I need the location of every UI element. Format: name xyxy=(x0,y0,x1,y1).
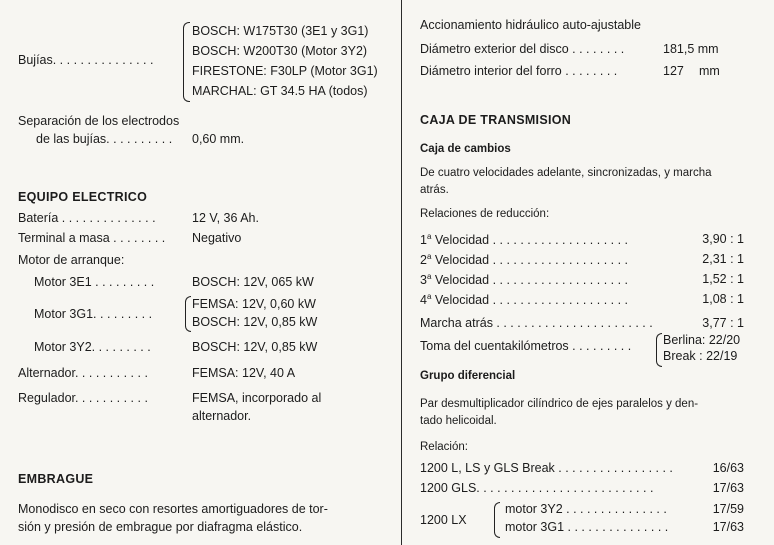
bujias-option-3: FIRESTONE: F30LP (Motor 3G1) xyxy=(192,64,378,78)
relacion-lx-brace xyxy=(494,502,500,538)
regulador-value-1: FEMSA, incorporado al xyxy=(192,391,322,405)
grupo-diferencial-subheading: Grupo diferencial xyxy=(420,370,516,382)
alternador-label: Alternador. . . . . . . . . . . xyxy=(18,366,148,380)
relacion-row-1-value: 16/63 xyxy=(712,461,744,475)
motor-3g1-label: Motor 3G1. . . . . . . . . xyxy=(34,307,153,321)
embrague-line1: Monodisco en seco con resortes amortiguadores de tor- xyxy=(18,502,328,516)
bujias-option-4: MARCHAL: GT 34.5 HA (todos) xyxy=(192,84,368,98)
relacion-row-2-label: 1200 GLS. . . . . . . . . . . . . . . . . . . . . . . . . . xyxy=(420,481,654,495)
motor-3y2-label: Motor 3Y2. . . . . . . . . xyxy=(34,340,151,354)
motor-3y2-value: BOSCH: 12V, 0,85 kW xyxy=(192,340,318,354)
velocidad-row-1: 1$^a$ Velocidad . . . . . . . . . . . . . . . . . . . . xyxy=(420,232,629,248)
embrague-line2: sión y presión de embrague por diafragma elástico. xyxy=(18,520,303,534)
motor-3g1-brace xyxy=(185,296,191,332)
velocidad-1-value: 3,90 : 1 xyxy=(702,232,744,246)
alternador-value: FEMSA: 12V, 40 A xyxy=(192,366,296,380)
relacion-row-3-label: 1200 LX xyxy=(420,513,467,527)
caja-heading: CAJA DE TRANSMISION xyxy=(420,113,572,127)
relacion-3g1-label: motor 3G1 . . . . . . . . . . . . . . . xyxy=(505,520,669,534)
toma-brace xyxy=(656,333,662,367)
motor-3g1-value-2: BOSCH: 12V, 0,85 kW xyxy=(192,315,318,329)
equipo-heading: EQUIPO ELECTRICO xyxy=(18,190,148,204)
cambios-line1: De cuatro velocidades adelante, sincronizadas, y marcha xyxy=(420,167,712,179)
embrague-heading: EMBRAGUE xyxy=(18,472,94,486)
velocidad-row-2: 2$^a$ Velocidad . . . . . . . . . . . . . . . . . . . . xyxy=(420,252,629,268)
bateria-label: Batería . . . . . . . . . . . . . . xyxy=(18,211,156,225)
regulador-label: Regulador. . . . . . . . . . . xyxy=(18,391,148,405)
separacion-line2: de las bujías. . . . . . . . . . xyxy=(36,132,173,146)
motor-arranque-label: Motor de arranque: xyxy=(18,253,125,267)
bujias-brace xyxy=(183,22,190,102)
diametro-interior-value: 127 xyxy=(663,64,684,78)
column-divider xyxy=(401,0,402,545)
velocidad-4-value: 1,08 : 1 xyxy=(702,292,744,306)
velocidad-3-value: 1,52 : 1 xyxy=(702,272,744,286)
bujias-option-1: BOSCH: W175T30 (3E1 y 3G1) xyxy=(192,24,369,38)
relacion-label: Relación: xyxy=(420,441,468,453)
par-line1: Par desmultiplicador cilíndrico de ejes paralelos y den- xyxy=(420,398,699,410)
separacion-line1: Separación de los electrodos xyxy=(18,114,180,128)
toma-berlina: Berlina: 22/20 xyxy=(663,333,741,347)
motor-3e1-label: Motor 3E1 . . . . . . . . . xyxy=(34,275,155,289)
caja-cambios-subheading: Caja de cambios xyxy=(420,143,511,155)
toma-break: Break : 22/19 xyxy=(663,349,738,363)
diametro-interior-unit: mm xyxy=(699,64,720,78)
velocidad-row-4: 4$^a$ Velocidad . . . . . . . . . . . . . . . . . . . . xyxy=(420,292,629,308)
velocidad-2-value: 2,31 : 1 xyxy=(702,252,744,266)
relacion-row-1-label: 1200 L, LS y GLS Break . . . . . . . . . . . . . . . . . xyxy=(420,461,673,475)
terminal-value: Negativo xyxy=(192,231,242,245)
relacion-3y2-label: motor 3Y2 . . . . . . . . . . . . . . . xyxy=(505,502,667,516)
toma-label: Toma del cuentakilómetros . . . . . . . . . xyxy=(420,339,632,353)
relacion-row-2-value: 17/63 xyxy=(712,481,744,495)
motor-3g1-value-1: FEMSA: 12V, 0,60 kW xyxy=(192,297,316,311)
marcha-atras-value: 3,77 : 1 xyxy=(702,316,744,330)
diametro-exterior-value: 181,5 mm xyxy=(663,42,719,56)
velocidad-row-3: 3$^a$ Velocidad . . . . . . . . . . . . . . . . . . . . xyxy=(420,272,629,288)
diametro-interior-label: Diámetro interior del forro . . . . . . . . xyxy=(420,64,618,78)
bujias-label: Bujías. . . . . . . . . . . . . . . xyxy=(18,53,154,67)
cambios-line2: atrás. xyxy=(420,184,449,196)
relacion-3g1-value: 17/63 xyxy=(712,520,744,534)
relaciones-label: Relaciones de reducción: xyxy=(420,208,550,220)
par-line2: tado helicoidal. xyxy=(420,415,497,427)
regulador-value-2: alternador. xyxy=(192,409,252,423)
terminal-label: Terminal a masa . . . . . . . . xyxy=(18,231,166,245)
motor-3e1-value: BOSCH: 12V, 065 kW xyxy=(192,275,314,289)
separacion-value: 0,60 mm. xyxy=(192,132,245,146)
relacion-3y2-value: 17/59 xyxy=(712,502,744,516)
accionamiento-text: Accionamiento hidráulico auto-ajustable xyxy=(420,18,641,32)
bateria-value: 12 V, 36 Ah. xyxy=(192,211,259,225)
bujias-option-2: BOSCH: W200T30 (Motor 3Y2) xyxy=(192,44,368,58)
marcha-atras-label: Marcha atrás . . . . . . . . . . . . . . . . . . . . . . . xyxy=(420,316,653,330)
diametro-exterior-label: Diámetro exterior del disco . . . . . . . . xyxy=(420,42,625,56)
